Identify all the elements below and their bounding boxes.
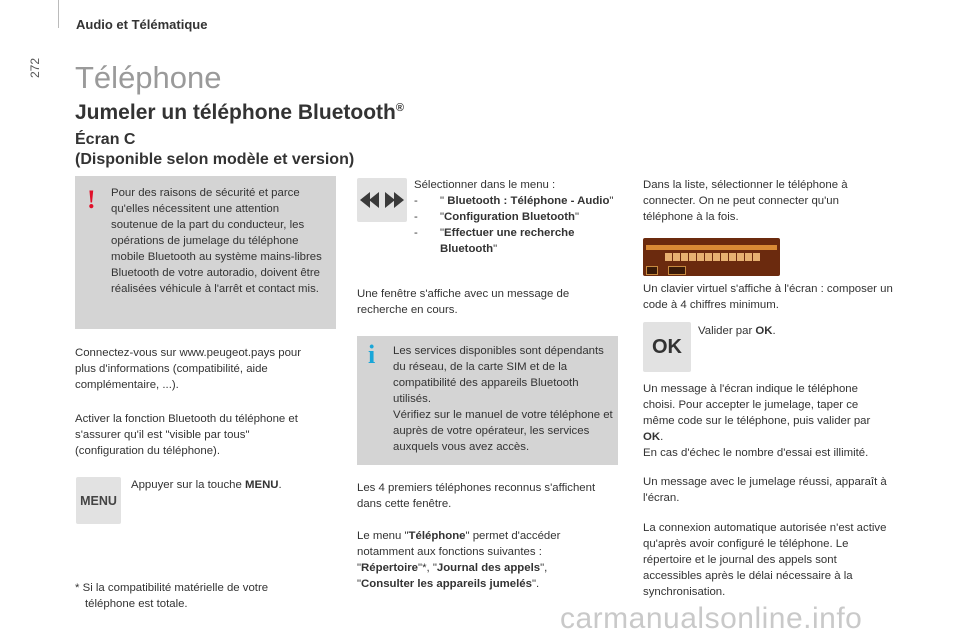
paragraph-website: Connectez-vous sur www.peugeot.pays pour plus d'informations (compatibilité, aide complémentaire, ...). [75, 347, 302, 391]
text-fragment: Le menu " [357, 530, 409, 542]
text-fragment: Un message à l'écran indique le téléphone choisi. Pour accepter le jumelage, taper ce même code sur le téléphone, puis valider par [643, 383, 871, 427]
menu-item-bluetooth-search: Effectuer une recherche Bluetooth [440, 227, 575, 255]
text-fragment: . [660, 431, 664, 443]
list-dash: - [414, 211, 418, 223]
paragraph-first-four: Les 4 premiers téléphones reconnus s'affichent dans cette fenêtre. [357, 482, 596, 510]
paragraph-search-window: Une fenêtre s'affiche avec un message de recherche en cours. [357, 288, 570, 316]
paragraph-telephone-menu [357, 528, 602, 592]
text-fragment: ", " [357, 562, 548, 590]
subheading-screen: Écran C [75, 131, 136, 148]
paragraph-auto-connection: La connexion automatique autorisée n'est active qu'après avoir configuré le téléphone. Le répertoire et le journal des appels sont accessibles après le délai nécessaire à la synchronisation. [643, 522, 887, 598]
quote-open: " [440, 227, 445, 239]
warning-text: Pour des raisons de sécurité et parce qu'elles nécessitent une attention soutenue de la part du conducteur, les opérations de jumelage du téléphone mobile Bluetooth au système mains-libres Bluetooth de votre autoradio, doivent être réalisées véhicule à l'arrêt et contact mis. [111, 187, 322, 295]
subheading-availability: (Disponible selon modèle et version) [75, 151, 355, 168]
page-title: Téléphone [75, 60, 222, 95]
quote-close: " [493, 243, 498, 255]
arrows-key-image [357, 178, 407, 222]
text-fragment: ". [531, 578, 540, 590]
menu-telephone: Téléphone [408, 530, 466, 542]
quote-open: " [440, 195, 448, 207]
validate-prefix: Valider par [698, 325, 756, 337]
message-ok-key: OK [643, 431, 661, 443]
press-menu-prefix: Appuyer sur la touche [131, 479, 245, 491]
text-fragment: " permet d'accéder notamment aux fonctions suivantes : " [357, 530, 561, 574]
select-intro: Sélectionner dans le menu : [414, 179, 556, 191]
watermark: carmanualsonline.info [560, 602, 863, 635]
menu-key-image [76, 477, 121, 524]
menu-item-bluetooth-config: Configuration Bluetooth [444, 211, 576, 223]
info-icon: i [368, 340, 376, 369]
list-item [414, 209, 614, 225]
ok-key-image [643, 322, 691, 372]
list-item [414, 225, 614, 257]
seek-arrows-icon [360, 191, 404, 209]
menu-item-bluetooth-audio: Bluetooth : Téléphone - Audio [447, 195, 610, 207]
paragraph-virtual-keyboard: Un clavier virtuel s'affiche à l'écran : composer un code à 4 chiffres minimum. [643, 283, 893, 311]
paragraph-activate-bluetooth: Activer la fonction Bluetooth du téléphone et s'assurer qu'il est "visible par tous" (configuration du téléphone). [75, 413, 298, 457]
virtual-keyboard-screenshot [643, 238, 780, 276]
screen-delete-key [668, 266, 686, 275]
screen-ok-key [646, 266, 658, 275]
paragraph-pairing-message [643, 381, 893, 461]
paragraph-select-phone: Dans la liste, sélectionner le téléphone à connecter. On ne peut connecter qu'un téléphone à la fois. [643, 179, 848, 223]
page-number: 272 [28, 57, 42, 78]
press-menu-instruction [131, 477, 331, 493]
list-dash: - [414, 195, 418, 207]
footnote: * Si la compatibilité matérielle de votre téléphone est totale. [75, 582, 269, 610]
menu-selection [414, 177, 614, 257]
registered-mark: ® [395, 102, 404, 114]
menu-key-label: MENU [80, 493, 117, 508]
validate-key: OK [755, 325, 773, 337]
press-menu-key: MENU [244, 479, 279, 491]
info-text [393, 343, 613, 455]
list-dash: - [414, 227, 418, 239]
menu-call-log: Journal des appels [436, 562, 541, 574]
menu-paired-devices: Consulter les appareils jumelés [361, 578, 532, 590]
quote-close: " [575, 211, 580, 223]
validate-suffix: . [772, 325, 776, 337]
ok-key-label: OK [652, 335, 682, 358]
quote-open: " [440, 211, 445, 223]
paragraph-pairing-success: Un message avec le jumelage réussi, apparaît à l'écran. [643, 476, 887, 504]
header-divider [58, 0, 59, 28]
screen-input-bar [646, 245, 777, 250]
menu-repertoire: Répertoire [361, 562, 419, 574]
press-menu-suffix: . [278, 479, 282, 491]
validate-instruction [698, 323, 848, 339]
section-heading-text: Jumeler un téléphone Bluetooth [75, 101, 396, 124]
screen-keypad [665, 253, 760, 261]
section-heading [75, 101, 404, 125]
info-text-check-manual: Vérifiez sur le manuel de votre téléphone et auprès de votre opérateur, les services auxquels vous avez accès. [393, 409, 613, 453]
info-text-services: Les services disponibles sont dépendants du réseau, de la carte SIM et de la compatibilité des appareils Bluetooth utilisés. [393, 345, 604, 405]
section-header: Audio et Télématique [76, 17, 208, 32]
list-item [414, 193, 614, 209]
exclamation-icon: ! [87, 185, 96, 214]
text-fragment: En cas d'échec le nombre d'essai est illimité. [643, 447, 869, 459]
text-fragment: "*, " [418, 562, 437, 574]
quote-close: " [609, 195, 614, 207]
